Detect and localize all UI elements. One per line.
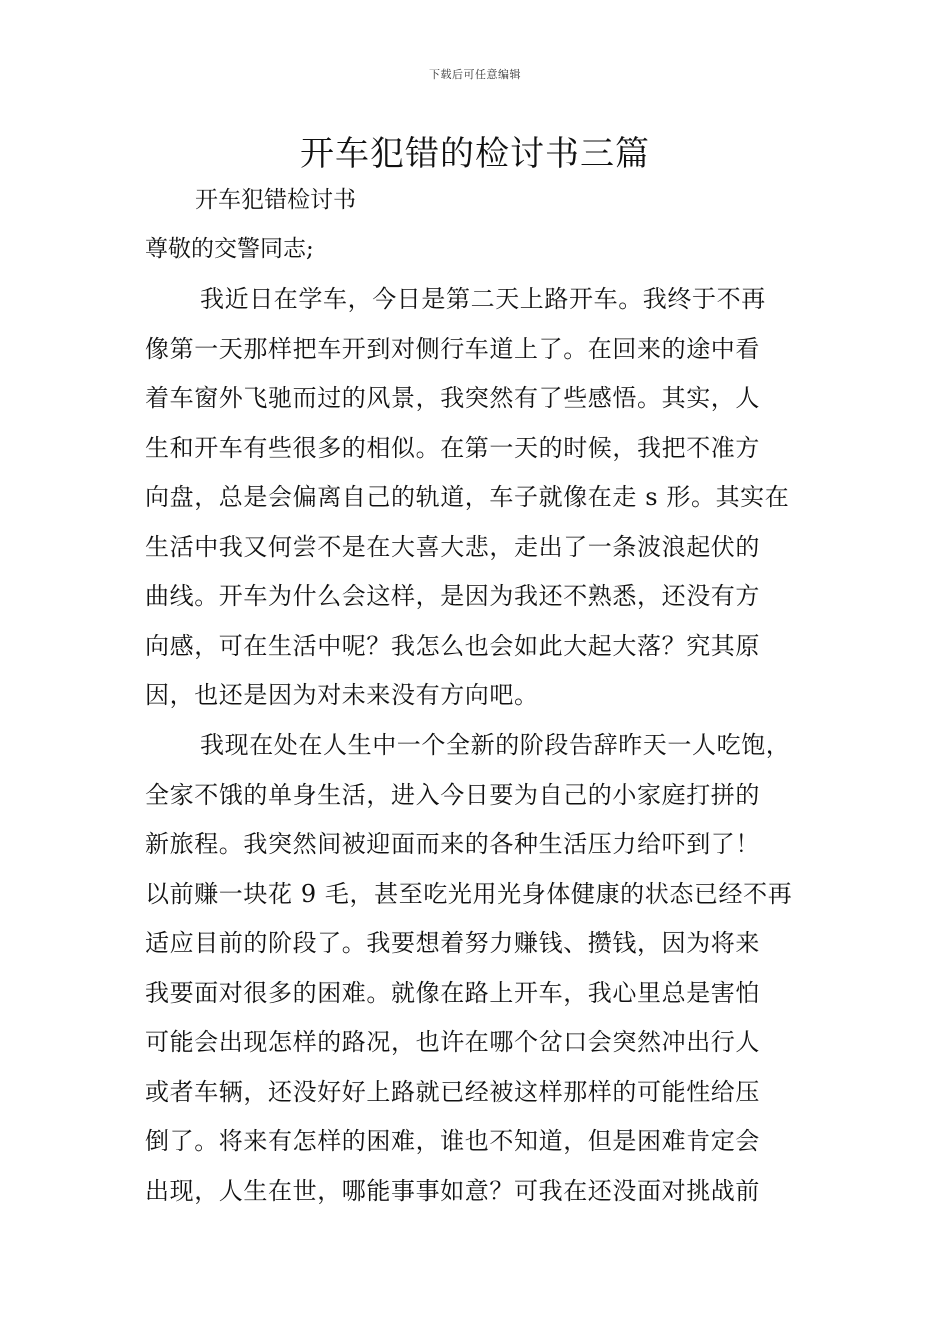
paragraph-line: 生和开车有些很多的相似。在第一天的时候，我把不准方	[145, 433, 760, 462]
paragraph-line: 或者车辆，还没好好上路就已经被这样那样的可能性给压	[145, 1077, 760, 1106]
paragraph-line: 曲线。开车为什么会这样，是因为我还不熟悉，还没有方	[145, 582, 760, 610]
paragraph-1	[145, 275, 825, 721]
paragraph-line: 因，也还是因为对未来没有方向吧。	[145, 681, 539, 709]
salutation: 尊敬的交警同志;	[145, 236, 314, 262]
paragraph-line: 向感，可在生活中呢？我怎么也会如此大起大落？究其原	[145, 631, 760, 660]
paragraph-line: 以前赚一块花 9 毛，甚至吃光用光身体健康的状态已经不再	[145, 879, 793, 908]
paragraph-line: 像第一天那样把车开到对侧行车道上了。在回来的途中看	[145, 334, 760, 363]
paragraph-line: 可能会出现怎样的路况，也许在哪个岔口会突然冲出行人	[145, 1028, 760, 1056]
header-note: 下载后可任意编辑	[429, 68, 521, 81]
paragraph-line: 我现在处在人生中一个全新的阶段告辞昨天一人吃饱，	[200, 731, 791, 759]
paragraph-line: 我要面对很多的困难。就像在路上开车，我心里总是害怕	[145, 978, 760, 1007]
paragraph-line: 适应目前的阶段了。我要想着努力赚钱、攒钱，因为将来	[145, 929, 760, 957]
document-subtitle: 开车犯错检讨书	[195, 187, 356, 213]
paragraph-line: 全家不饿的单身生活，进入今日要为自己的小家庭打拼的	[145, 780, 760, 809]
paragraph-line: 新旅程。我突然间被迎面而来的各种生活压力给吓到了！	[145, 830, 760, 858]
paragraph-2	[145, 721, 825, 1216]
paragraph-line: 倒了。将来有怎样的困难，谁也不知道，但是困难肯定会	[145, 1127, 760, 1155]
paragraph-line: 出现，人生在世，哪能事事如意？可我在还没面对挑战前	[145, 1176, 760, 1205]
paragraph-line: 我近日在学车，今日是第二天上路开车。我终于不再	[200, 285, 766, 313]
paragraph-line: 着车窗外飞驰而过的风景，我突然有了些感悟。其实，人	[145, 384, 760, 412]
paragraph-line: 向盘，总是会偏离自己的轨道，车子就像在走 s 形。其实在	[145, 483, 790, 511]
paragraph-line: 生活中我又何尝不是在大喜大悲，走出了一条波浪起伏的	[145, 532, 760, 561]
document-title: 开车犯错的检讨书三篇	[300, 134, 650, 174]
